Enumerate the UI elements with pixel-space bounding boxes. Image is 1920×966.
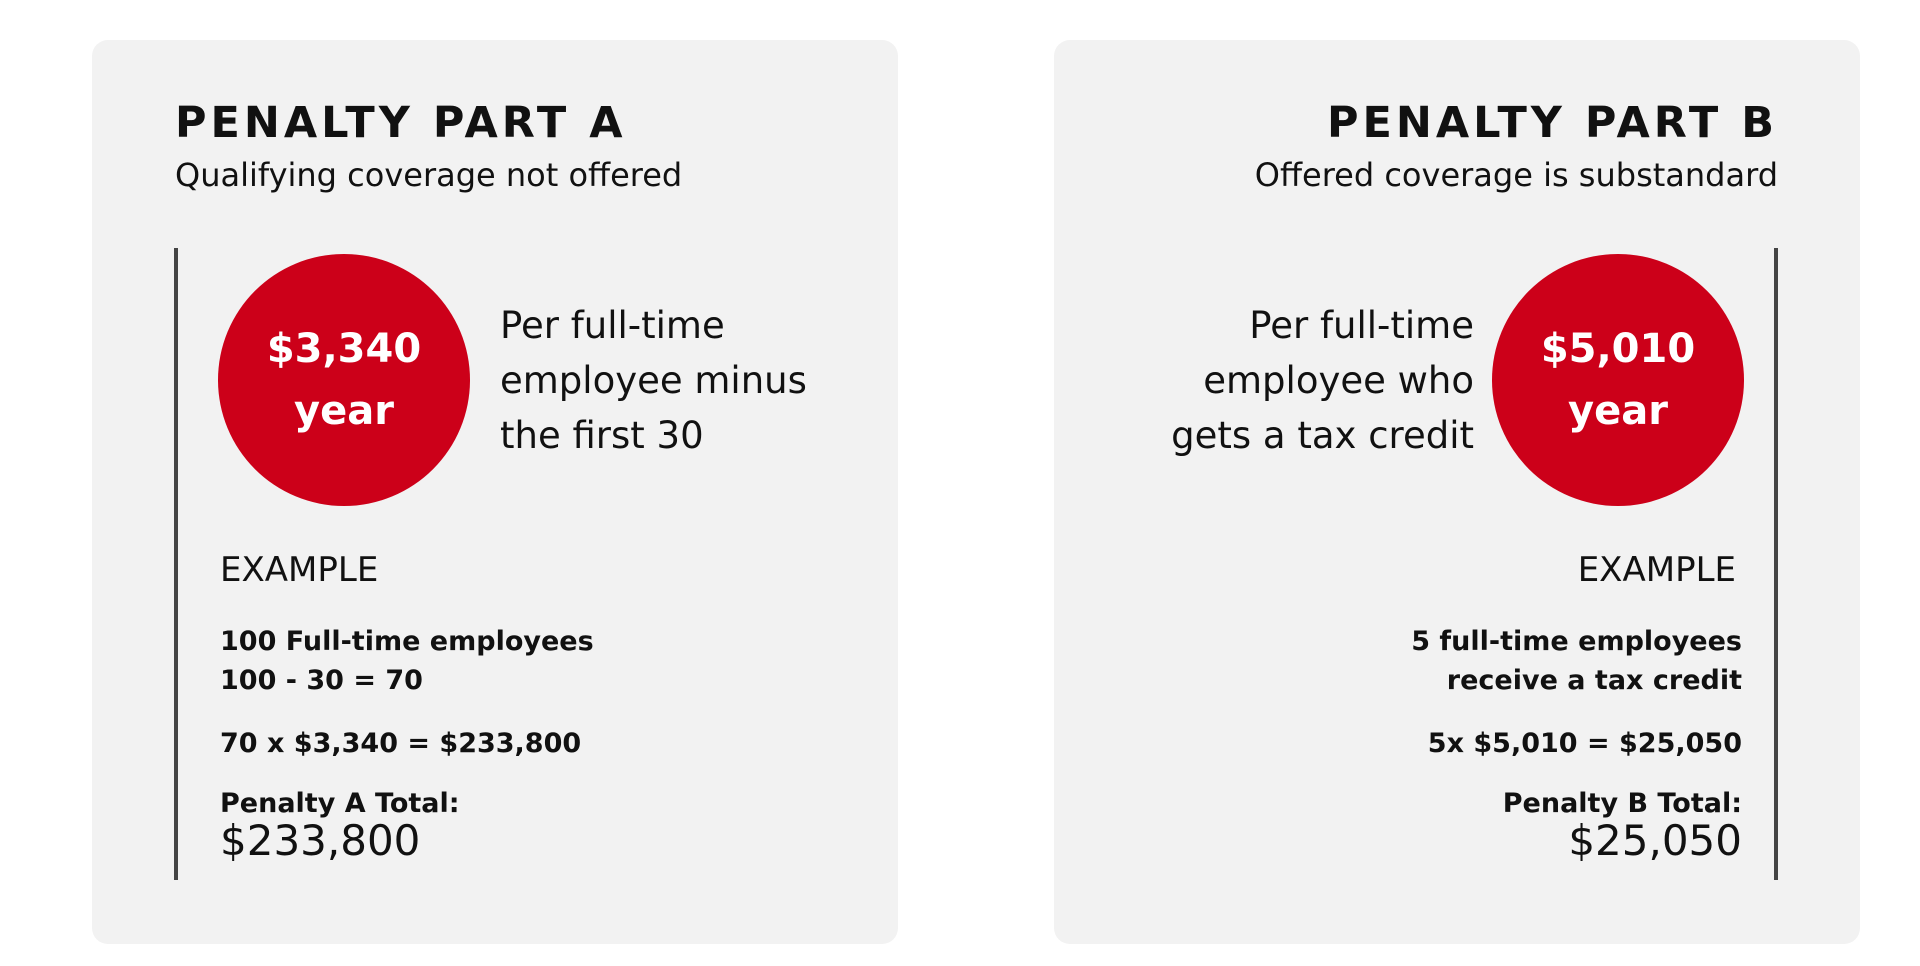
total-value: $25,050 [1568, 816, 1742, 865]
penalty-amount-badge [1492, 254, 1744, 506]
example-calculation: 70 x $3,340 = $233,800 [220, 728, 582, 759]
description-line: employee minus [500, 359, 807, 402]
description-line: Per full-time [1249, 304, 1474, 347]
penalty-period: year [1568, 388, 1668, 434]
example-line: 5 full-time employees [1411, 626, 1742, 657]
penalty-period: year [294, 388, 394, 434]
card-title: PENALTY PART A [175, 98, 627, 148]
example-details [220, 622, 594, 700]
vertical-divider [1774, 248, 1778, 880]
description-line: employee who [1203, 359, 1474, 402]
penalty-amount-badge [218, 254, 470, 506]
description-line: Per full-time [500, 304, 725, 347]
penalty-amount: $3,340 [266, 326, 422, 372]
penalty-part-a-card [92, 40, 898, 944]
total-label: Penalty A Total: [220, 788, 460, 819]
example-calculation: 5x $5,010 = $25,050 [1427, 728, 1742, 759]
example-heading: EXAMPLE [1577, 550, 1736, 590]
card-subtitle: Qualifying coverage not offered [175, 156, 683, 194]
card-title: PENALTY PART B [1327, 98, 1778, 148]
description-line: the first 30 [500, 414, 704, 457]
penalty-part-b-card [1054, 40, 1860, 944]
example-line: 100 - 30 = 70 [220, 665, 423, 696]
example-line: 100 Full-time employees [220, 626, 594, 657]
example-heading: EXAMPLE [220, 550, 379, 590]
description-line: gets a tax credit [1171, 414, 1474, 457]
vertical-divider [174, 248, 178, 880]
example-line: receive a tax credit [1446, 665, 1742, 696]
penalty-description [1171, 298, 1474, 463]
penalty-amount: $5,010 [1540, 326, 1696, 372]
total-label: Penalty B Total: [1502, 788, 1742, 819]
card-subtitle: Offered coverage is substandard [1254, 156, 1778, 194]
total-value: $233,800 [220, 816, 421, 865]
example-details [1411, 622, 1742, 700]
penalty-description [500, 298, 807, 463]
